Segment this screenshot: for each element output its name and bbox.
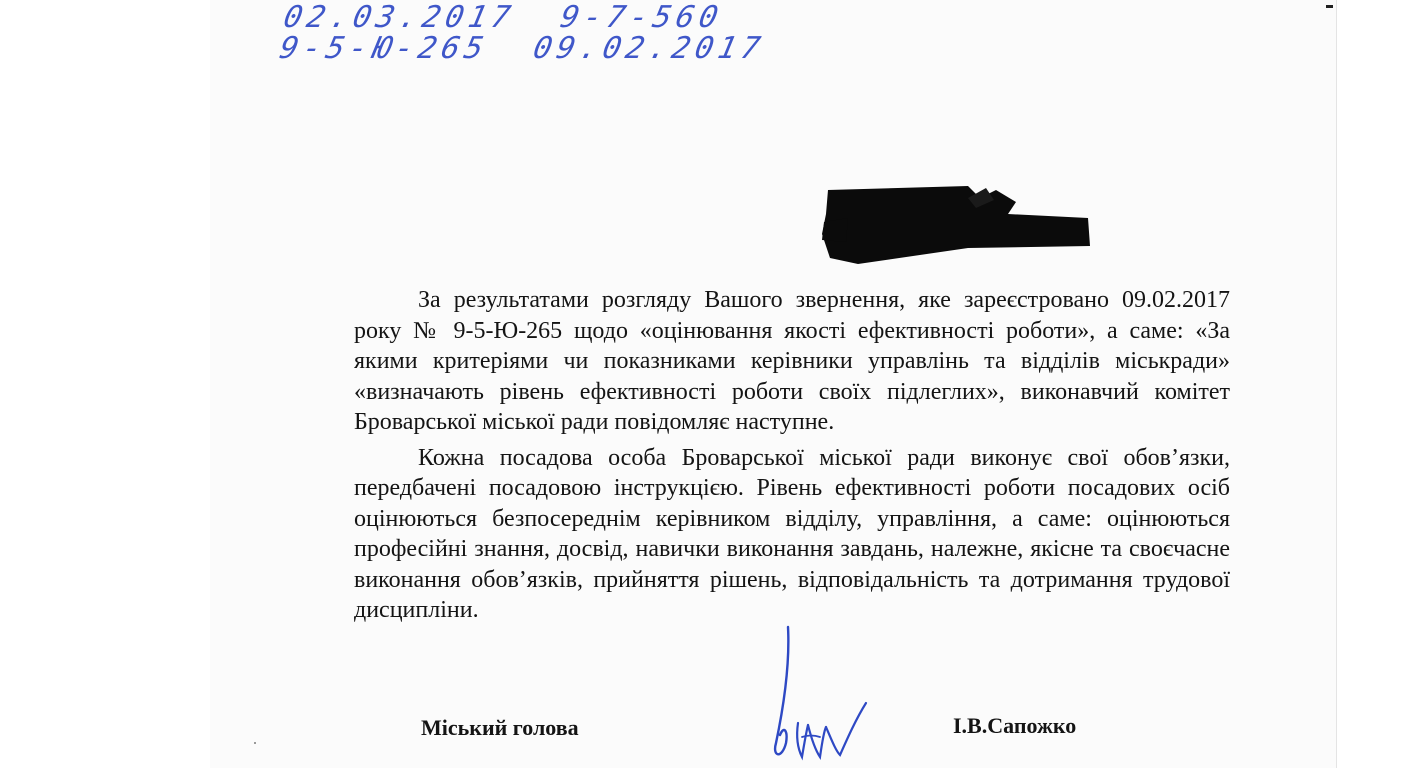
signer-title: Міський голова <box>421 715 579 740</box>
handwritten-signature <box>762 625 872 768</box>
page-edge <box>1336 0 1337 768</box>
signer-name: І.В.Сапожко <box>953 713 1077 738</box>
registration-stamp-line-2: 9-5-Ю-265 09.02.2017 <box>276 31 769 66</box>
redaction-block <box>818 184 1092 266</box>
letter-body <box>354 285 1230 626</box>
letter-paragraph-1: За результатами розгляду Вашого звернення, яке зареєстровано 09.02.2017 року № 9-5-Ю-265 щодо «оцінювання якості ефективності роботи», а саме: «За якими критеріями чи показниками керівники управлінь та відділів міськради» «визначають рівень ефективності роботи своїх підлеглих», виконавчий комітет Броварської міської ради повідомляє наступне. <box>354 287 1230 435</box>
scan-speck <box>254 742 256 744</box>
letter-paragraph-2: Кожна посадова особа Броварської міської ради виконує свої обов’язки, передбачені посадовою інструкцією. Рівень ефективності роботи посадових осіб оцінюються безпосереднім керівником відділу, управління, а саме: оцінюються професійні знання, досвід, навички виконання завдань, належне, якісне та своєчасне виконання обов’язків, прийняття рішень, відповідальність та дотримання трудової дисципліни. <box>354 444 1230 623</box>
registration-stamp-line-1: 02.03.2017 9-7-560 <box>280 0 726 35</box>
corner-mark <box>1326 5 1333 8</box>
